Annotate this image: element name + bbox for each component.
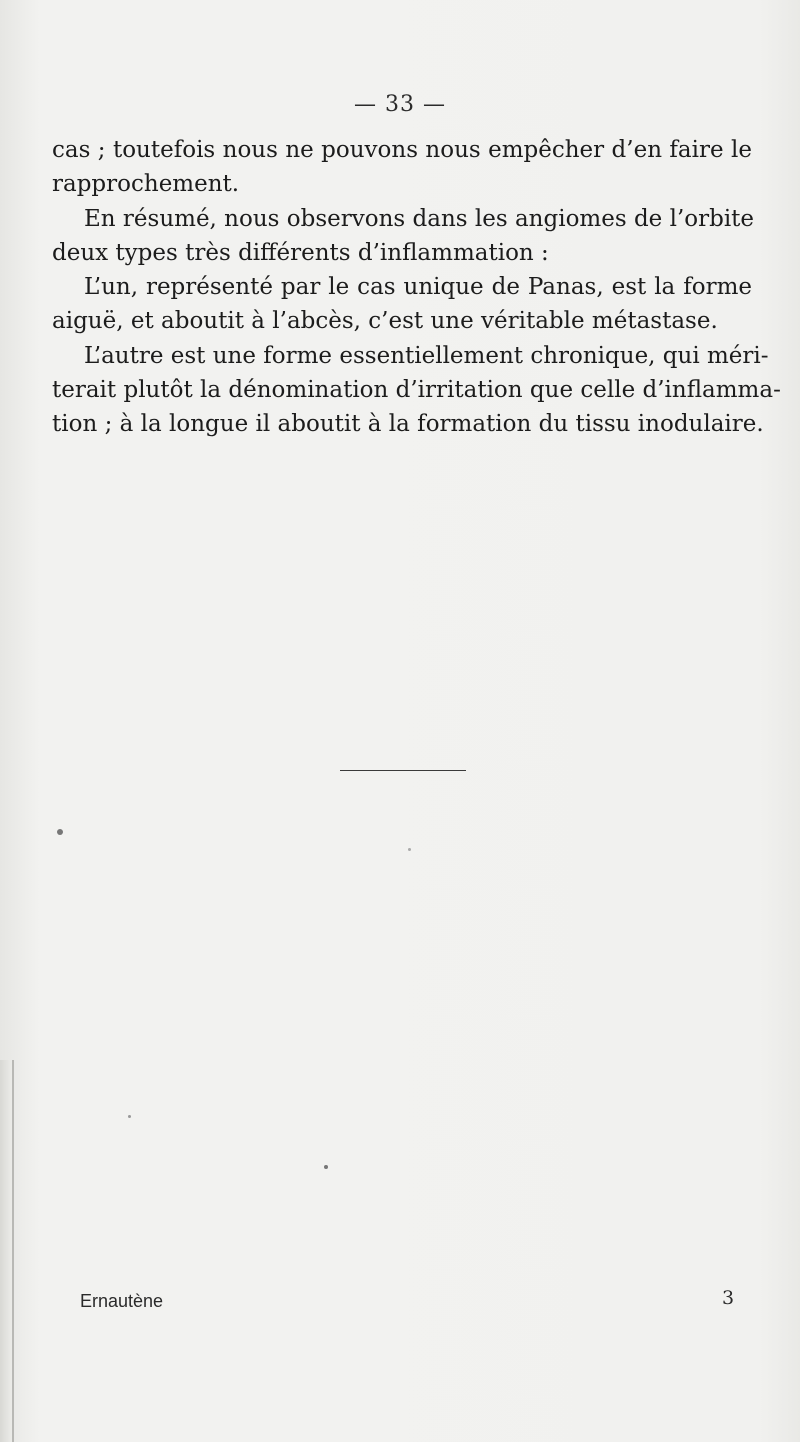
text-line: rapprochement. [52, 171, 240, 198]
text-line: aiguë, et aboutit à l’abcès, c’est une véritable métastase. [52, 308, 718, 335]
sheet-number: 3 [722, 1287, 735, 1309]
text-line: tion ; à la longue il aboutit à la formation du tissu inodulaire. [52, 411, 764, 438]
body-text [52, 133, 781, 442]
text-line: cas ; toutefois nous ne pouvons nous empêcher d’en faire le [52, 137, 752, 163]
text-line: En résumé, nous observons dans les angiomes de l’orbite [84, 205, 755, 232]
ink-speck [57, 829, 63, 835]
ink-speck [324, 1165, 328, 1169]
section-divider [340, 770, 466, 771]
page-number: — 33 — [354, 92, 446, 117]
text-line: L’autre est une forme essentiellement chronique, qui méri- [84, 342, 769, 369]
text-line: deux types très différents d’inflammation : [52, 239, 549, 266]
text-line: terait plutôt la dénomination d’irritation que celle d’inflamma- [52, 377, 781, 404]
text-line: L’un, représenté par le cas unique de Panas, est la forme [84, 274, 752, 301]
page-edge-shadow [0, 1060, 14, 1442]
ink-speck [128, 1115, 131, 1118]
signature-mark: Ernautène [80, 1291, 164, 1311]
ink-speck [408, 848, 411, 851]
